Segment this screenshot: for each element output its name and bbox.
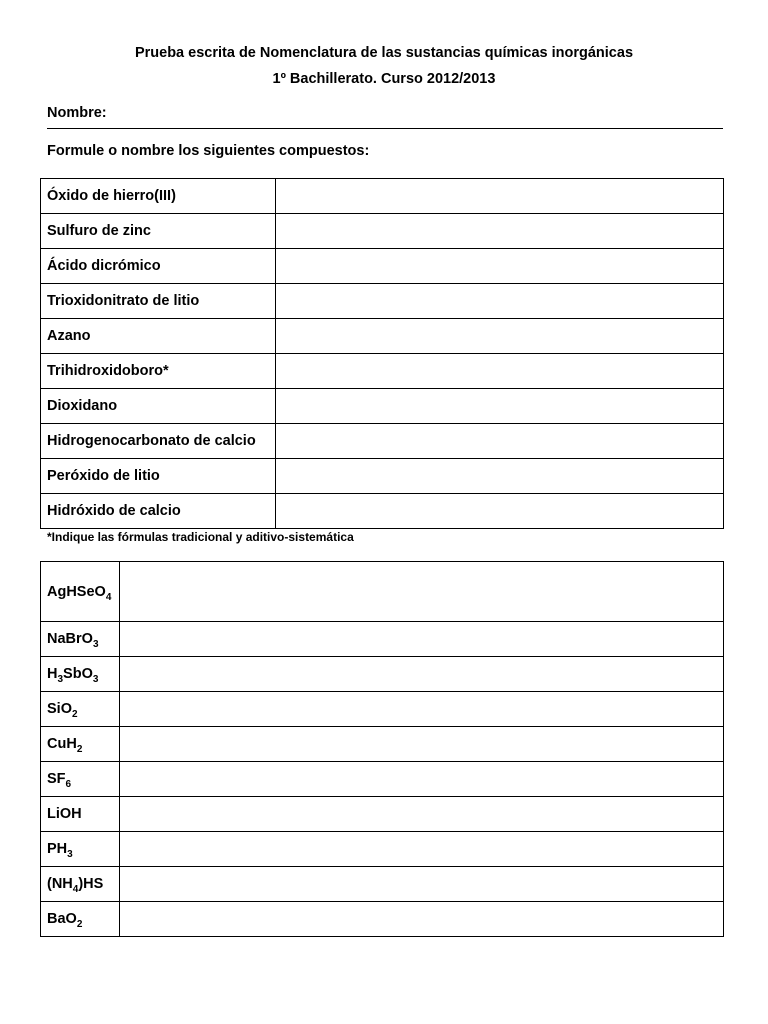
table-row — [41, 762, 724, 797]
formula-text: H — [47, 666, 58, 682]
compound-name: Trioxidonitrato de litio — [41, 284, 276, 319]
formula-text: CuH — [47, 736, 77, 752]
answer-cell[interactable] — [120, 762, 724, 797]
formula-subscript: 6 — [65, 779, 72, 790]
table-row — [41, 424, 724, 459]
compound-name: Ácido dicrómico — [41, 249, 276, 284]
answer-cell[interactable] — [120, 727, 724, 762]
compound-name: Trihidroxidoboro* — [41, 354, 276, 389]
table-row — [41, 797, 724, 832]
answer-cell[interactable] — [120, 867, 724, 902]
compound-name: Dioxidano — [41, 389, 276, 424]
footnote: *Indique las fórmulas tradicional y aditivo-sistemática — [47, 530, 354, 544]
answer-cell[interactable] — [120, 902, 724, 937]
table-row — [41, 494, 724, 529]
answer-cell[interactable] — [276, 179, 724, 214]
formula-text: BaO — [47, 911, 77, 927]
formula-text: LiOH — [47, 806, 82, 822]
answer-cell[interactable] — [120, 657, 724, 692]
formula-subscript: 4 — [72, 884, 79, 895]
page-title: Prueba escrita de Nomenclatura de las sustancias químicas inorgánicas — [134, 45, 634, 61]
formula-text: (NH — [47, 876, 73, 892]
compound-formula — [41, 762, 120, 797]
compound-formula — [41, 867, 120, 902]
answer-cell[interactable] — [120, 562, 724, 622]
table-row — [41, 832, 724, 867]
formula-text: NaBrO — [47, 631, 93, 647]
table-row — [41, 319, 724, 354]
answer-cell[interactable] — [120, 622, 724, 657]
table-row — [41, 284, 724, 319]
formula-subscript: 3 — [92, 639, 99, 650]
compound-formula — [41, 562, 120, 622]
compound-name: Peróxido de litio — [41, 459, 276, 494]
compound-formula — [41, 622, 120, 657]
formula-text: PH — [47, 841, 68, 857]
answer-cell[interactable] — [276, 494, 724, 529]
table-row — [41, 249, 724, 284]
formula-subscript: 3 — [92, 674, 99, 685]
answer-cell[interactable] — [120, 692, 724, 727]
table-row — [41, 692, 724, 727]
table-row — [41, 214, 724, 249]
compound-formula — [41, 832, 120, 867]
formula-subscript: 2 — [76, 744, 83, 755]
name-field[interactable] — [47, 105, 723, 129]
table-row — [41, 562, 724, 622]
table-row — [41, 354, 724, 389]
table-row — [41, 179, 724, 214]
answer-cell[interactable] — [276, 249, 724, 284]
compound-name: Óxido de hierro(III) — [41, 179, 276, 214]
answer-cell[interactable] — [276, 284, 724, 319]
compound-formula — [41, 657, 120, 692]
compound-formula — [41, 902, 120, 937]
table-row — [41, 902, 724, 937]
answer-cell[interactable] — [276, 424, 724, 459]
formula-subscript: 4 — [105, 591, 112, 603]
page-subtitle: 1º Bachillerato. Curso 2012/2013 — [272, 71, 496, 87]
formula-subscript: 2 — [76, 919, 83, 930]
formula-subscript: 3 — [67, 849, 73, 860]
answer-cell[interactable] — [120, 832, 724, 867]
formula-text: SiO — [47, 701, 72, 717]
answer-cell[interactable] — [120, 797, 724, 832]
formula-text: AgHSeO — [47, 583, 106, 600]
formulas-table — [40, 561, 724, 937]
table-row — [41, 622, 724, 657]
formula-subscript: 2 — [71, 709, 78, 720]
compound-formula — [41, 797, 120, 832]
instruction-text: Formule o nombre los siguientes compuestos: — [47, 143, 370, 159]
answer-cell[interactable] — [276, 354, 724, 389]
names-table — [40, 178, 724, 529]
table-row — [41, 867, 724, 902]
compound-name: Azano — [41, 319, 276, 354]
answer-cell[interactable] — [276, 214, 724, 249]
table-row — [41, 657, 724, 692]
answer-cell[interactable] — [276, 459, 724, 494]
compound-name: Hidrogenocarbonato de calcio — [41, 424, 276, 459]
table-row — [41, 459, 724, 494]
compound-formula — [41, 692, 120, 727]
formula-text: SbO — [63, 666, 93, 682]
compound-name: Sulfuro de zinc — [41, 214, 276, 249]
answer-cell[interactable] — [276, 319, 724, 354]
table-row — [41, 389, 724, 424]
table-row — [41, 727, 724, 762]
answer-cell[interactable] — [276, 389, 724, 424]
formula-text: )HS — [78, 876, 104, 892]
compound-formula — [41, 727, 120, 762]
compound-name: Hidróxido de calcio — [41, 494, 276, 529]
name-label: Nombre: — [47, 105, 107, 121]
formula-subscript: 3 — [57, 674, 64, 685]
formula-text: SF — [47, 771, 66, 787]
